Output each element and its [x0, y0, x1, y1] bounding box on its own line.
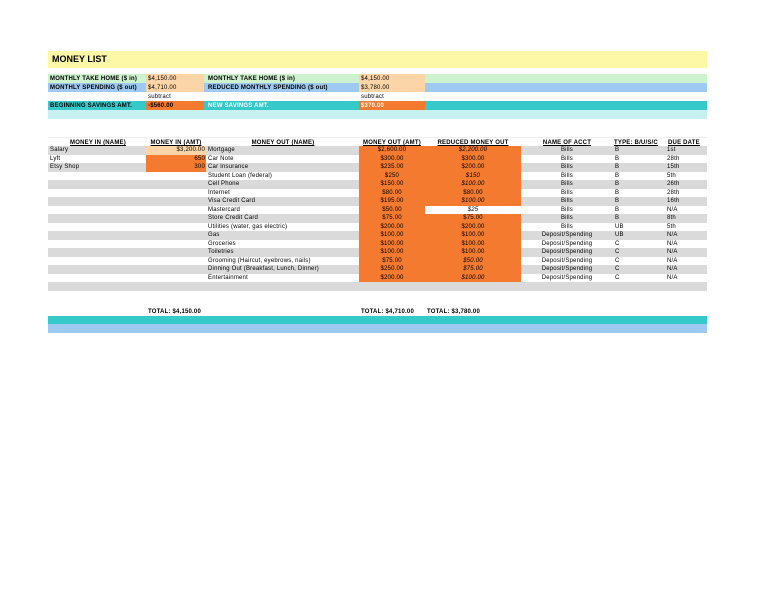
expense-reduced: $50.00 [463, 257, 483, 264]
expense-reduced: $100.00 [461, 274, 485, 281]
expense-reduced: $75.00 [463, 215, 483, 221]
expense-due: 16th [667, 198, 680, 204]
expense-type: C [615, 274, 620, 281]
expense-amt: $100.00 [380, 232, 404, 238]
footer-band-blue [48, 324, 707, 333]
expense-name: Mortgage [208, 147, 235, 153]
expense-name: Entertainment [208, 274, 248, 281]
expense-amt: $75.00 [382, 215, 402, 221]
table-row [48, 282, 707, 291]
expense-account: Bills [560, 147, 573, 153]
expense-name: Dinning Out (Breakfast, Lunch, Dinner) [208, 266, 319, 272]
expense-name: Groceries [208, 240, 236, 247]
expense-type: B [615, 181, 620, 187]
expense-amt: $250.00 [380, 266, 404, 272]
expense-name: Car Insurance [208, 164, 249, 170]
footer-band-teal [48, 316, 707, 324]
expense-amt: $235.00 [380, 164, 404, 170]
expense-due: 5th [667, 172, 676, 179]
header-money-out-amt: MONEY OUT (AMT) [363, 140, 421, 146]
expense-due: N/A [667, 274, 678, 281]
expense-type: B [615, 215, 620, 221]
expense-reduced: $25 [467, 206, 479, 213]
expense-due: 26th [667, 181, 680, 187]
new-label: NEW SAVINGS AMT. [208, 103, 269, 109]
expense-amt: $150.00 [380, 181, 404, 187]
expense-amt: $200.00 [380, 223, 404, 230]
expense-type: B [615, 198, 620, 204]
expense-amt: $100.00 [380, 240, 404, 247]
expense-amt: $50.00 [382, 206, 402, 213]
total-out: TOTAL: $4,710.00 [361, 309, 414, 315]
expense-due: N/A [667, 240, 678, 247]
expense-reduced: $200.00 [461, 223, 485, 230]
expense-due: 28th [667, 189, 680, 196]
expense-amt: $300.00 [380, 155, 404, 162]
expense-due: 8th [667, 215, 676, 221]
expense-account: Bills [560, 189, 573, 196]
header-money-in-amt: MONEY IN (AMT) [150, 140, 202, 146]
income-amt: 300 [194, 164, 205, 170]
expense-type: B [615, 189, 620, 196]
expense-name: Mastercard [208, 206, 241, 213]
expense-due: N/A [667, 206, 678, 213]
expense-account: Bills [560, 223, 573, 230]
expense-due: 5th [667, 223, 676, 230]
header-money-out-name: MONEY OUT (NAME) [251, 140, 315, 146]
expense-type: C [615, 249, 620, 255]
expense-type: C [615, 240, 620, 247]
expense-type: B [615, 172, 620, 179]
page-title: MONEY LIST [52, 54, 107, 64]
expense-due: 1st [667, 147, 676, 153]
header-account: NAME OF ACCT [542, 140, 592, 146]
expense-amt: $250 [384, 172, 400, 179]
expense-due: N/A [667, 266, 678, 272]
spacer-row-2 [48, 128, 707, 138]
expense-amt: $75.00 [382, 257, 402, 264]
expense-account: Bills [560, 155, 573, 162]
take-home-value: $4,150.00 [148, 76, 177, 82]
income-amt: 650 [194, 155, 205, 162]
expense-account: Deposit/Spending [541, 274, 593, 281]
expense-reduced: $100.00 [461, 249, 485, 255]
expense-name: Gas [208, 232, 220, 238]
expense-name: Visa Credit Card [208, 198, 256, 204]
expense-type: B [615, 155, 620, 162]
expense-type: C [615, 257, 620, 264]
expense-account: Bills [560, 198, 573, 204]
spending-label: MONTHLY SPENDING ($ out) [50, 85, 137, 91]
take-home-label: MONTHLY TAKE HOME ($ in) [50, 76, 138, 82]
total-income: TOTAL: $4,150.00 [148, 309, 201, 315]
expense-amt: $195.00 [380, 198, 404, 204]
expense-name: Student Loan (federal) [208, 172, 273, 179]
title-band [48, 51, 707, 68]
beginning-value: -$560.00 [148, 103, 174, 109]
expense-amt: $80.00 [382, 189, 402, 196]
expense-account: Deposit/Spending [541, 266, 593, 272]
expense-amt: $200.00 [380, 274, 404, 281]
expense-due: N/A [667, 232, 678, 238]
expense-type: B [615, 164, 620, 170]
income-name: Lyft [50, 155, 61, 162]
income-name: Etsy Shop [50, 164, 80, 170]
expense-account: Deposit/Spending [541, 249, 593, 255]
expense-reduced: $300.00 [461, 155, 485, 162]
expense-reduced: $100.00 [461, 232, 485, 238]
expense-type: UB [615, 223, 624, 230]
expense-account: Deposit/Spending [541, 232, 593, 238]
take-home-label-2: MONTHLY TAKE HOME ($ in) [208, 76, 296, 82]
income-name: Salary [50, 147, 69, 153]
expense-type: UB [615, 232, 624, 238]
expense-name: Internet [208, 189, 230, 196]
expense-reduced: $80.00 [463, 189, 483, 196]
reduced-value: $3,780.00 [361, 85, 390, 91]
expense-name: Store Credit Card [208, 215, 259, 221]
expense-amt: $2,600.00 [377, 147, 407, 153]
expense-account: Bills [560, 206, 573, 213]
expense-account: Bills [560, 164, 573, 170]
expense-due: 15th [667, 164, 680, 170]
header-type: TYPE: B/U/S/C [614, 140, 658, 146]
total-reduced: TOTAL: $3,780.00 [427, 309, 480, 315]
expense-due: 28th [667, 155, 680, 162]
expense-name: Grooming (Haircut, eyebrows, nails) [208, 257, 311, 264]
expense-amt: $100.00 [380, 249, 404, 255]
expense-account: Deposit/Spending [541, 240, 593, 247]
new-value: $370.00 [361, 103, 385, 109]
expense-due: N/A [667, 257, 678, 264]
expense-reduced: $150 [465, 172, 481, 179]
expense-name: Car Note [208, 155, 234, 162]
expense-type: C [615, 266, 620, 272]
expense-name: Utilities (water, gas electric) [208, 223, 288, 230]
expense-due: N/A [667, 249, 678, 255]
reduced-label: REDUCED MONTHLY SPENDING ($ out) [208, 85, 328, 91]
expense-account: Bills [560, 172, 573, 179]
expense-reduced: $100.00 [461, 240, 485, 247]
beginning-label: BEGINNING SAVINGS AMT. [50, 103, 133, 109]
expense-account: Bills [560, 181, 573, 187]
expense-reduced: $2,200.00 [458, 147, 488, 153]
subtract-label: subtract [148, 94, 171, 100]
spending-value: $4,710.00 [148, 85, 177, 91]
expense-reduced: $200.00 [461, 164, 485, 170]
expense-reduced: $75.00 [463, 266, 483, 272]
expense-reduced: $100.00 [461, 181, 485, 187]
income-amt: $3,200.00 [176, 147, 205, 153]
take-home-value-2: $4,150.00 [361, 76, 390, 82]
expense-name: Cell Phone [208, 181, 240, 187]
expense-type: B [615, 147, 620, 153]
expense-account: Deposit/Spending [541, 257, 593, 264]
header-reduced-out: REDUCED MONEY OUT [437, 140, 509, 146]
expense-reduced: $100.00 [461, 198, 485, 204]
expense-account: Bills [560, 215, 573, 221]
expense-type: B [615, 206, 620, 213]
subtract-label-2: subtract [361, 94, 384, 100]
header-money-in-name: MONEY IN (NAME) [70, 140, 126, 146]
summary-row-5 [48, 110, 707, 119]
expense-name: Toiletries [208, 249, 234, 255]
header-due: DUE DATE [668, 140, 700, 146]
